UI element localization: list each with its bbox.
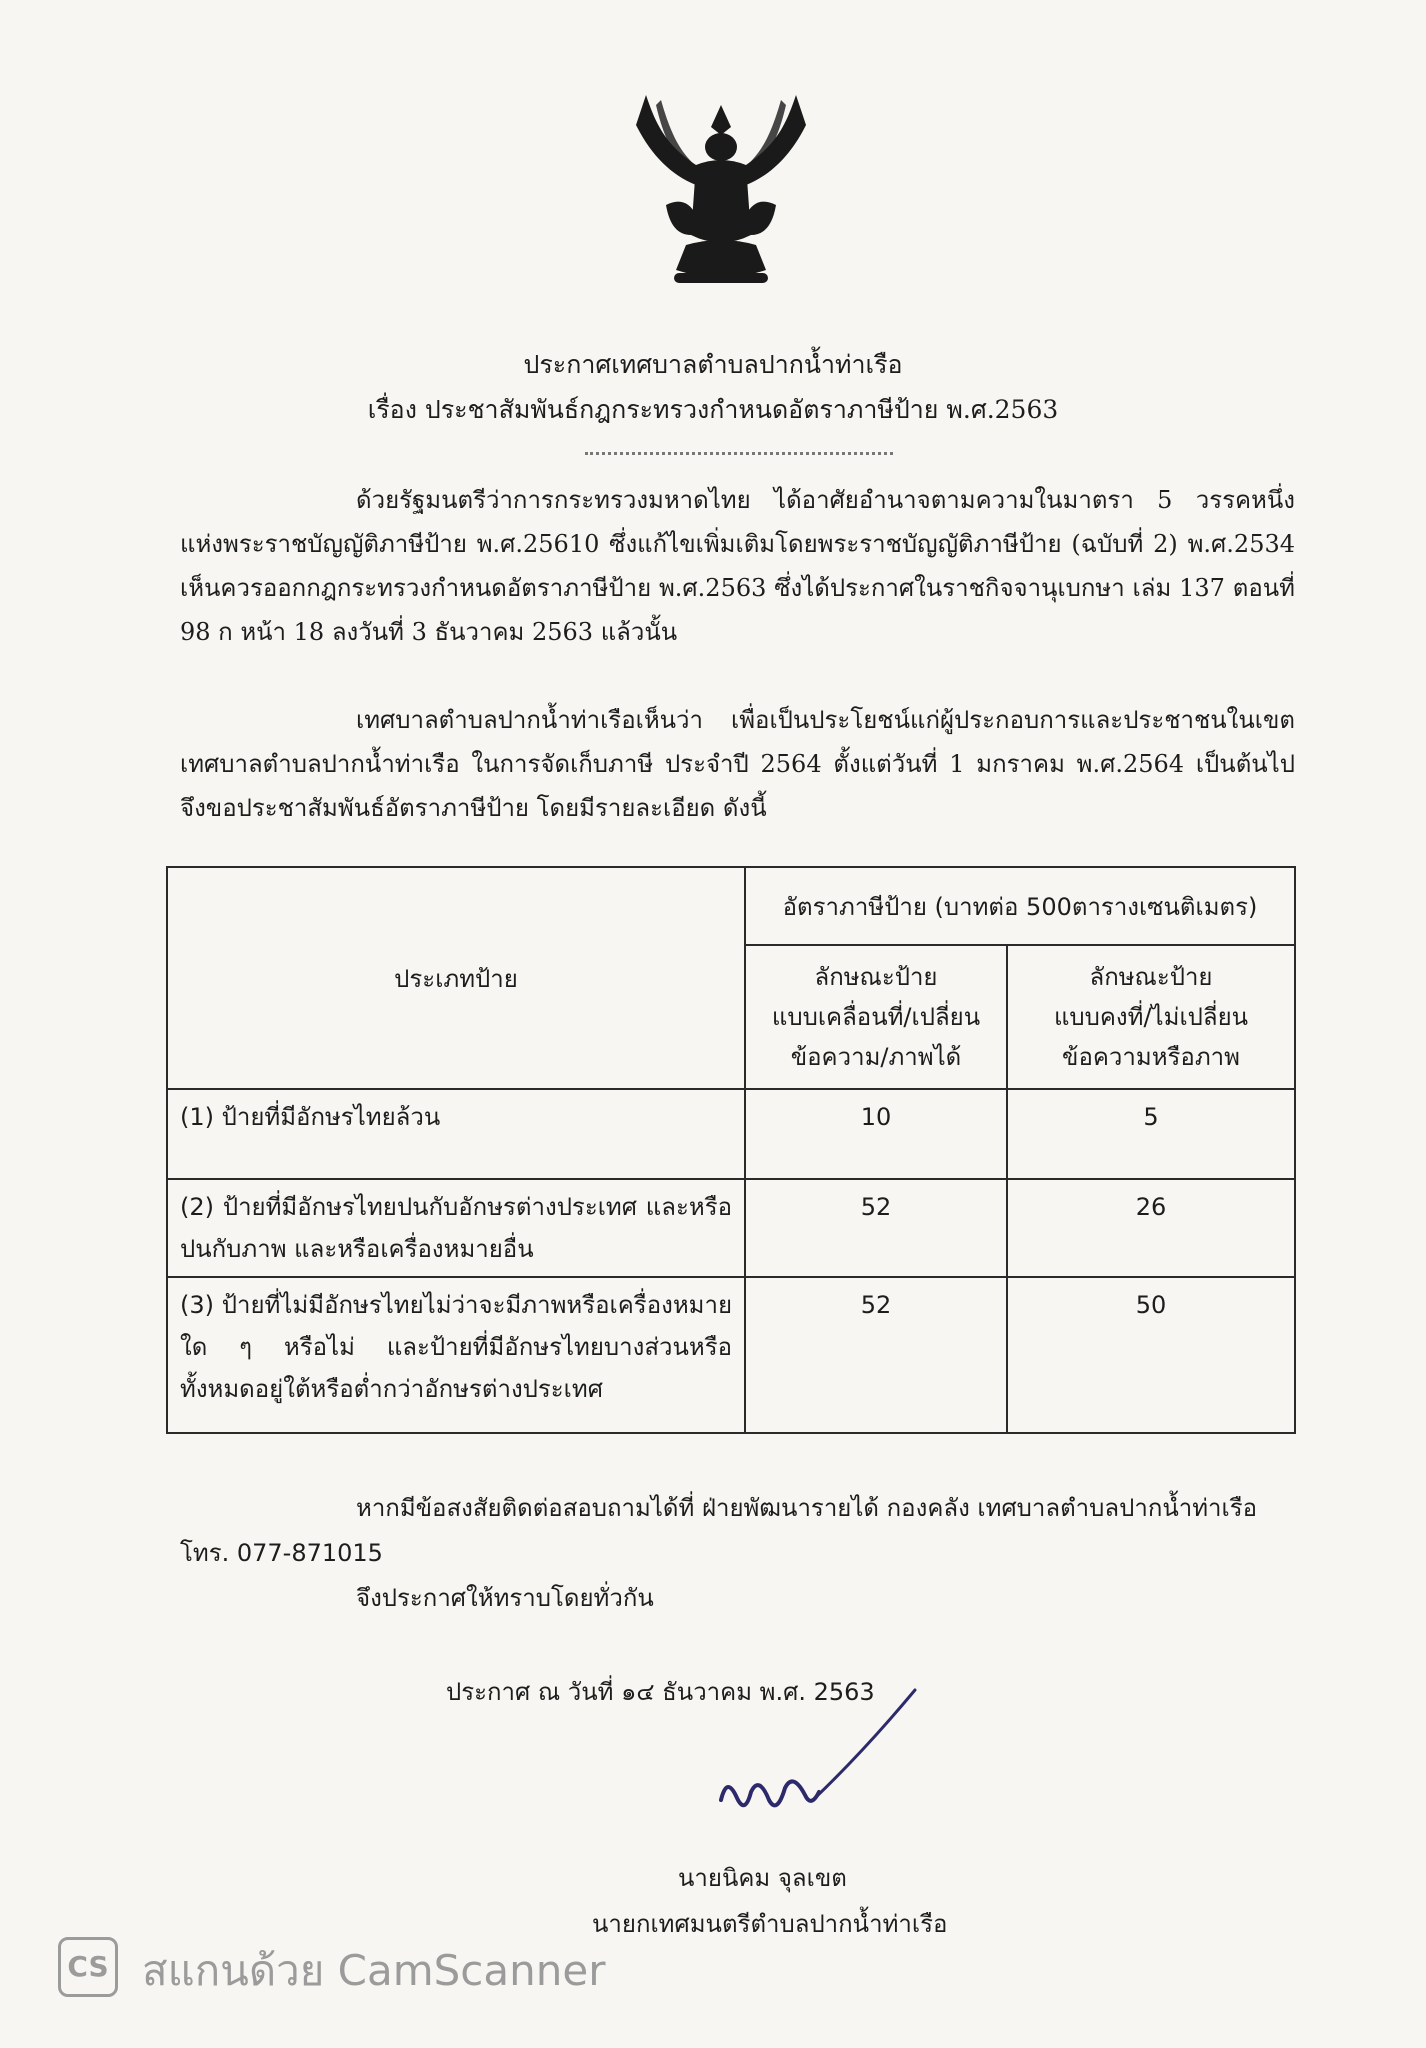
subject-line: เรื่อง ประชาสัมพันธ์กฎกระทรวงกำหนดอัตราภาษีป้าย พ.ศ.2563 (367, 395, 1059, 424)
camscanner-logo-icon: CS (58, 1937, 118, 1997)
rate-movable: 52 (745, 1277, 1007, 1433)
paragraph-1-text: ด้วยรัฐมนตรีว่าการกระทรวงมหาดไทย ได้อาศัยอำนาจตามความในมาตรา 5 วรรคหนึ่ง แห่งพระราชบัญญัติภาษีป้าย พ.ศ.25610 ซึ่งแก้ไขเพิ่มเติมโดยพระราชบัญญัติภาษีป้าย (ฉบับที่ 2) พ.ศ.2534 เห็นควรออกกฎกระทรวงกำหนดอัตราภาษีป้าย พ.ศ.2563 ซึ่งได้ประกาศในราชกิจจานุเบกษา เล่ม 137 ตอนที่ 98 ก หน้า 18 ลงวันที่ 3 ธันวาคม 2563 แล้วนั้น (180, 486, 1295, 646)
title-divider (585, 452, 893, 455)
column-group-header-rate: อัตราภาษีป้าย (บาทต่อ 500ตารางเซนติเมตร) (745, 867, 1295, 945)
signer-name: นายนิคม จุลเขต (678, 1864, 847, 1892)
paragraph-2-text: เทศบาลตำบลปากน้ำท่าเรือเห็นว่า เพื่อเป็นประโยชน์แก่ผู้ประกอบการและประชาชนในเขตเทศบาลตำบลปากน้ำท่าเรือ ในการจัดเก็บภาษี ประจำปี 2564 ตั้งแต่วันที่ 1 มกราคม พ.ศ.2564 เป็นต้นไป จึงขอประชาสัมพันธ์อัตราภาษีป้าย โดยมีรายละเอียด ดังนี้ (180, 706, 1295, 822)
scanner-watermark: สแกนด้วย CamScanner (142, 1946, 606, 1995)
column-header-sign-type: ประเภทป้าย (167, 867, 745, 1089)
row-label: (3) ป้ายที่ไม่มีอักษรไทยไม่ว่าจะมีภาพหรือเครื่องหมายใด ๆ หรือไม่ และป้ายที่มีอักษรไทยบางส่วนหรือทั้งหมดอยู่ใต้หรือต่ำกว่าอักษรต่างประเทศ (167, 1277, 745, 1433)
signer-position: นายกเทศมนตรีตำบลปากน้ำท่าเรือ (592, 1910, 948, 1938)
rate-fixed: 50 (1007, 1277, 1295, 1433)
row-label: (2) ป้ายที่มีอักษรไทยปนกับอักษรต่างประเทศ และหรือปนกับภาพ และหรือเครื่องหมายอื่น (167, 1179, 745, 1277)
table-row (167, 1179, 1295, 1277)
body-paragraph-1 (180, 478, 1295, 654)
rate-fixed: 5 (1007, 1089, 1295, 1179)
table-row (167, 1277, 1295, 1433)
table-row (167, 1089, 1295, 1179)
announcement-title: ประกาศเทศบาลตำบลปากน้ำท่าเรือ (523, 350, 903, 379)
row-label: (1) ป้ายที่มีอักษรไทยล้วน (167, 1089, 745, 1179)
garuda-emblem-icon (626, 85, 816, 295)
announcement-date: ประกาศ ณ วันที่ ๑๔ ธันวาคม พ.ศ. 2563 (446, 1678, 875, 1706)
contact-line: หากมีข้อสงสัยติดต่อสอบถามได้ที่ ฝ่ายพัฒนารายได้ กองคลัง เทศบาลตำบลปากน้ำท่าเรือ (356, 1494, 1258, 1522)
rate-fixed: 26 (1007, 1179, 1295, 1277)
closing-line: จึงประกาศให้ทราบโดยทั่วกัน (356, 1584, 654, 1612)
rate-movable: 52 (745, 1179, 1007, 1277)
signature-mark (715, 1680, 945, 1830)
column-header-movable: ลักษณะป้าย แบบเคลื่อนที่/เปลี่ยน ข้อความ/ภาพได้ (745, 945, 1007, 1089)
body-paragraph-2 (180, 698, 1295, 830)
column-header-fixed: ลักษณะป้าย แบบคงที่/ไม่เปลี่ยน ข้อความหรือภาพ (1007, 945, 1295, 1089)
sign-tax-rate-table (166, 866, 1296, 1434)
contact-phone: โทร. 077-871015 (180, 1539, 383, 1567)
rate-movable: 10 (745, 1089, 1007, 1179)
